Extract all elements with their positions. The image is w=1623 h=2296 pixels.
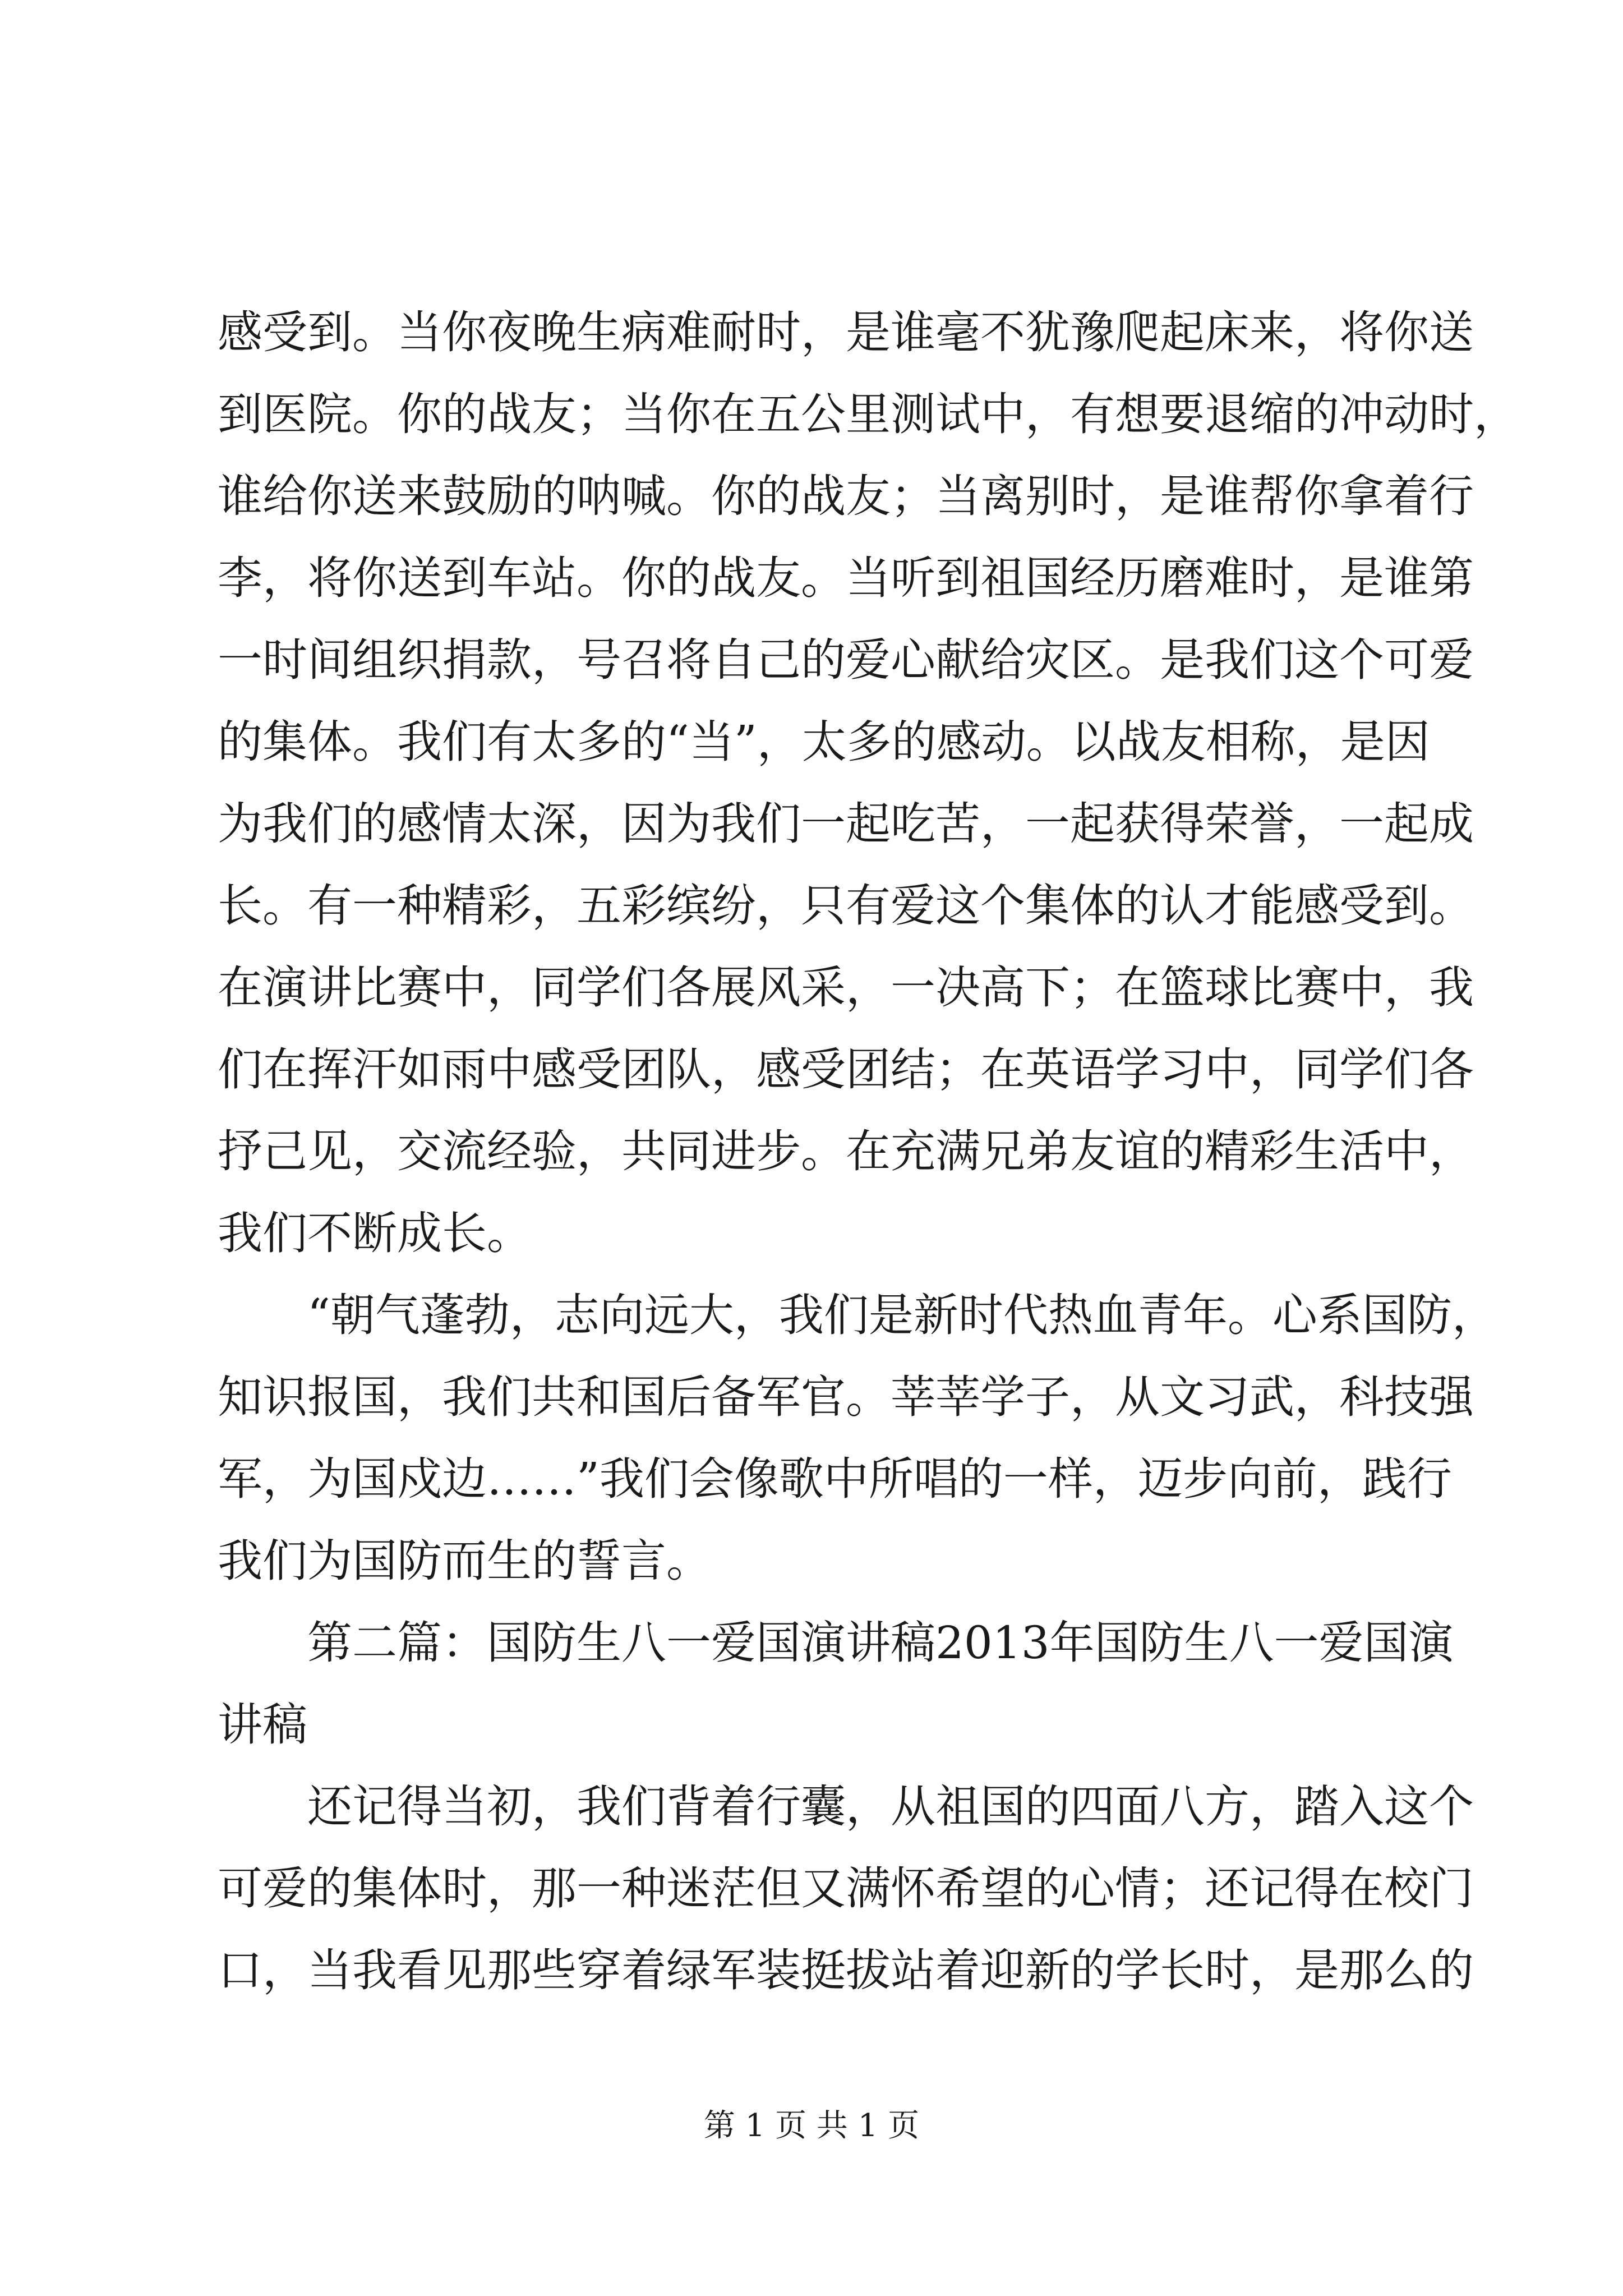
text-line: 军，为国戍边……”我们会像歌中所唱的一样，迈步向前，践行 bbox=[218, 1453, 1452, 1505]
text-line: 一时间组织捐款，号召将自己的爱心献给灾区。是我们这个可爱 bbox=[218, 634, 1474, 686]
section-heading-line: 第二篇：国防生八一爱国演讲稿2013年国防生八一爱国演 bbox=[307, 1617, 1454, 1669]
text-line: 们在挥汗如雨中感受团队，感受团结；在英语学习中，同学们各 bbox=[218, 1043, 1474, 1096]
document-body bbox=[218, 292, 1519, 2012]
text-line: 的集体。我们有太多的“当”，太多的感动。以战友相称，是因 bbox=[218, 716, 1430, 768]
text-line: 可爱的集体时，那一种迷茫但又满怀希望的心情；还记得在校门 bbox=[218, 1862, 1474, 1915]
text-line: 长。有一种精彩，五彩缤纷，只有爱这个集体的认才能感受到。 bbox=[218, 880, 1474, 932]
text-line: 我们为国防而生的誓言。 bbox=[218, 1535, 711, 1587]
text-line: 到医院。你的战友；当你在五公里测试中，有想要退缩的冲动时， bbox=[218, 388, 1519, 440]
section-heading-line: 讲稿 bbox=[218, 1699, 307, 1751]
page-footer: 第 1 页 共 1 页 bbox=[703, 2108, 920, 2144]
text-line: 抒己见，交流经验，共同进步。在充满兄弟友谊的精彩生活中， bbox=[218, 1125, 1474, 1177]
text-line: 谁给你送来鼓励的呐喊。你的战友；当离别时，是谁帮你拿着行 bbox=[218, 470, 1474, 522]
text-line: 口，当我看见那些穿着绿军装挺拔站着迎新的学长时，是那么的 bbox=[218, 1944, 1474, 1996]
text-line: 李，将你送到车站。你的战友。当听到祖国经历磨难时，是谁第 bbox=[218, 552, 1474, 604]
text-line: 知识报国，我们共和国后备军官。莘莘学子，从文习武，科技强 bbox=[218, 1371, 1474, 1423]
text-line: 为我们的感情太深，因为我们一起吃苦，一起获得荣誉，一起成 bbox=[218, 798, 1474, 850]
text-line: 我们不断成长。 bbox=[218, 1207, 532, 1259]
text-line: 在演讲比赛中，同学们各展风采，一决高下；在篮球比赛中，我 bbox=[218, 961, 1474, 1014]
paragraph-start-line: “朝气蓬勃，志向远大，我们是新时代热血青年。心系国防， bbox=[307, 1289, 1497, 1341]
text-line: 感受到。当你夜晚生病难耐时，是谁毫不犹豫爬起床来，将你送 bbox=[218, 306, 1474, 358]
paragraph-start-line: 还记得当初，我们背着行囊，从祖国的四面八方，踏入这个 bbox=[307, 1780, 1474, 1833]
